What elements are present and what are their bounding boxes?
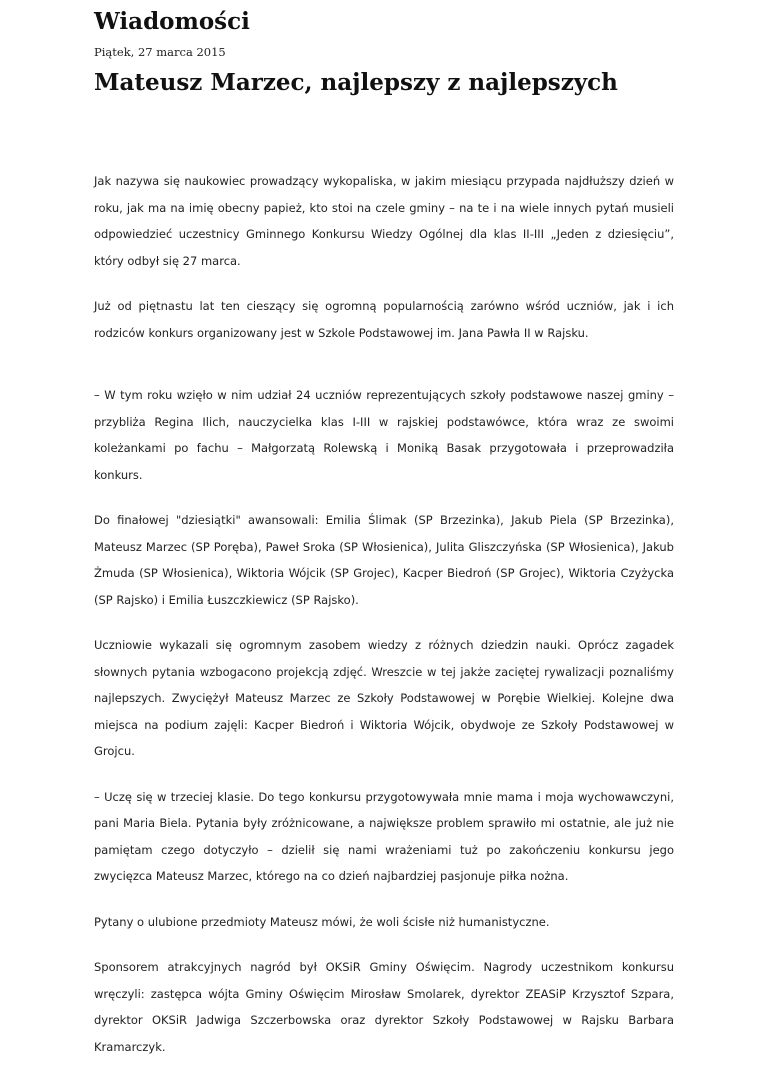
section-title: Wiadomości bbox=[94, 8, 250, 35]
paragraph: Jak nazywa się naukowiec prowadzący wykopaliska, w jakim miesiącu przypada najdłuższy dzień w roku, jak ma na imię obecny papież, kto stoi na czele gminy – na te i na wiele innych pytań musieli odpowiedzieć uczestnicy Gminnego Konkursu Wiedzy Ogólnej dla klas II-III „Jeden z dziesięciu”, który odbył się 27 marca. bbox=[94, 174, 674, 268]
article-body bbox=[94, 168, 674, 1079]
paragraph: Sponsorem atrakcyjnych nagród był OKSiR Gminy Oświęcim. Nagrody uczestnikom konkursu wręczyli: zastępca wójta Gminy Oświęcim Mirosław Smolarek, dyrektor ZEASiP Krzysztof Szpara, dyrektor OKSiR Jadwiga Szczerbowska oraz dyrektor Szkoły Podstawowej w Rajsku Barbara Kramarczyk. bbox=[94, 960, 674, 1054]
paragraph: – Uczę się w trzeciej klasie. Do tego konkursu przygotowywała mnie mama i moja wychowawczyni, pani Maria Biela. Pytania były zróżnicowane, a największe problem sprawiło mi ostatnie, ale już nie pamiętam czego dotyczyło – dzielił się nami wrażeniami tuż po zakończeniu konkursu jego zwycięzca Mateusz Marzec, którego na co dzień najbardziej pasjonuje piłka nożna. bbox=[94, 789, 674, 883]
paragraph: Już od piętnastu lat ten cieszący się ogromną popularnością zarówno wśród uczniów, jak i ich rodziców konkurs organizowany jest w Szkole Podstawowej im. Jana Pawła II w Rajsku. bbox=[94, 299, 674, 340]
paragraph: Pytany o ulubione przedmioty Mateusz mówi, że woli ścisłe niż humanistyczne. bbox=[94, 914, 550, 929]
paragraph: – W tym roku wzięło w nim udział 24 uczniów reprezentujących szkoły podstawowe naszej gminy – przybliża Regina Ilich, nauczycielka klas I-III w rajskiej podstawówce, która wraz ze swoimi koleżankami po fachu – Małgorzatą Rolewską i Moniką Basak przygotowała i przeprowadziła konkurs. bbox=[94, 388, 674, 482]
article-headline: Mateusz Marzec, najlepszy z najlepszych bbox=[94, 69, 618, 96]
paragraph: Do finałowej "dziesiątki" awansowali: Emilia Ślimak (SP Brzezinka), Jakub Piela (SP Brzezinka), Mateusz Marzec (SP Poręba), Paweł Sroka (SP Włosienica), Julita Gliszczyńska (SP Włosienica), Jakub Żmuda (SP Włosienica), Wiktoria Wójcik (SP Grojec), Kacper Biedroń (SP Grojec), Wiktoria Czyżycka (SP Rajsko) i Emilia Łuszczkiewicz (SP Rajsko). bbox=[94, 513, 674, 607]
paragraph: Uczniowie wykazali się ogromnym zasobem wiedzy z różnych dziedzin nauki. Oprócz zagadek słownych pytania wzbogacono projekcją zdjęć. Wreszcie w tej jakże zaciętej rywalizacji poznaliśmy najlepszych. Zwyciężył Mateusz Marzec ze Szkoły Podstawowej w Porębie Wielkiej. Kolejne dwa miejsca na podium zajęli: Kacper Biedroń i Wiktoria Wójcik, obydwoje ze Szkoły Podstawowej w Grojcu. bbox=[94, 638, 674, 758]
article-date: Piątek, 27 marca 2015 bbox=[94, 45, 226, 59]
